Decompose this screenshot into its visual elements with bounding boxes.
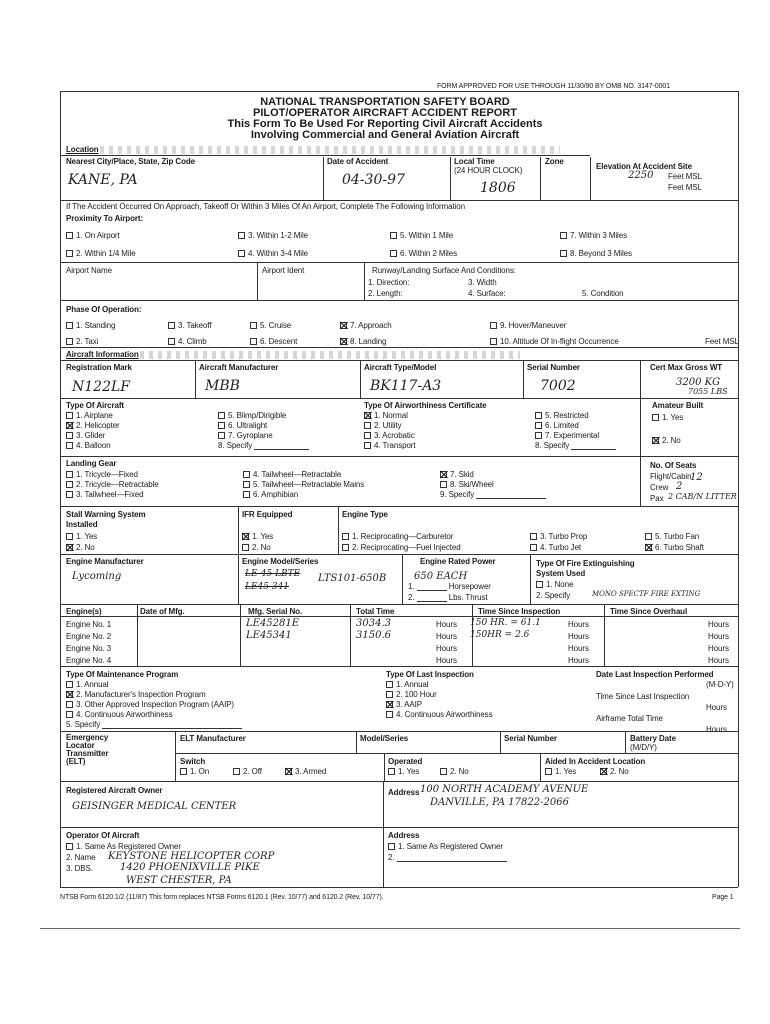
- type-option-6[interactable]: 6. Ultralight: [218, 421, 267, 430]
- airport-ident-label: Airport Ident: [262, 266, 305, 275]
- phase-option-3[interactable]: 3. Takeoff: [168, 321, 211, 330]
- stall-warning-label: Stall Warning System: [66, 510, 146, 519]
- last-inspection-option-1[interactable]: 1. Annual: [386, 680, 428, 689]
- engine-manufacturer-label: Engine Manufacturer: [66, 557, 144, 566]
- cert-gross-weight-label: Cert Max Gross WT: [650, 363, 723, 372]
- operator-dbs-line-1: 1420 PHOENIXVILLE PIKE: [120, 862, 260, 873]
- elt-switch-on[interactable]: 1. On: [180, 767, 209, 776]
- engine-rated-power-label: Engine Rated Power: [420, 557, 496, 566]
- engine-row-4-name: Engine No. 4: [66, 656, 112, 665]
- landing-gear-label: Landing Gear: [66, 459, 117, 468]
- phase-option-4[interactable]: 4. Climb: [168, 337, 207, 346]
- proximity-option-3[interactable]: 3. Within 1-2 Mile: [238, 231, 308, 240]
- last-inspection-label: Type Of Last Inspection: [386, 670, 474, 679]
- type-option-7[interactable]: 7. Gyroplane: [218, 431, 273, 440]
- serial-number-value: 7002: [540, 378, 576, 394]
- proximity-option-4[interactable]: 4. Within 3-4 Mile: [238, 249, 308, 258]
- elt-label-2: Locator: [66, 741, 95, 750]
- aircraft-manufacturer-label: Aircraft Manufacturer: [199, 363, 279, 372]
- engine-row-2-name: Engine No. 2: [66, 632, 112, 641]
- type-option-8[interactable]: 8. Specify: [218, 441, 309, 450]
- engine-row-3-hours-insp: Hours: [568, 644, 589, 653]
- engine-row-1-hours-insp: Hours: [568, 620, 589, 629]
- elevation-unit-2: Feet MSL: [668, 183, 702, 192]
- elevation-label: Elevation At Accident Site: [596, 162, 692, 171]
- footer-form-note: NTSB Form 6120.1/2 (11/87) This form replaces NTSB Forms 6120.1 (Rev. 10/77) and 6120.2 (Rev. 10/77).: [60, 894, 384, 901]
- airworthiness-option-6[interactable]: 6. Limited: [535, 421, 579, 430]
- engines-header-inspection: Time Since Inspection: [478, 607, 561, 616]
- airworthiness-option-7[interactable]: 7. Experimental: [535, 431, 599, 440]
- engine-row-2-hours-insp: Hours: [568, 632, 589, 641]
- nearest-city-value: KANE, PA: [68, 172, 138, 188]
- engine-model-struck-2: LE45 341: [245, 582, 290, 592]
- elevation-value: 2250: [628, 170, 654, 181]
- aircraft-model-label: Aircraft Type/Model: [364, 363, 437, 372]
- stall-installed-label: Installed: [66, 520, 98, 529]
- type-option-1[interactable]: 1. Airplane: [66, 411, 113, 420]
- registration-label: Registration Mark: [66, 363, 132, 372]
- owner-address-line-2: DANVILLE, PA 17822-2066: [430, 797, 569, 808]
- registered-owner-value: GEISINGER MEDICAL CENTER: [72, 801, 237, 812]
- gear-option-9[interactable]: 9. Specify: [440, 490, 546, 499]
- type-of-aircraft-label: Type Of Aircraft: [66, 401, 124, 410]
- engine-row-1-insp: 150 HR. = 61.1: [470, 618, 541, 628]
- engine-row-1-serial: LE45281E: [246, 618, 300, 629]
- amateur-yes-option[interactable]: 1. Yes: [652, 413, 683, 422]
- engine-row-4-hours-total: Hours: [436, 656, 457, 665]
- engine-type-option-2[interactable]: 2. Reciprocating—Fuel Injected: [342, 543, 461, 552]
- fire-system-used-label: System Used: [536, 569, 586, 578]
- engine-row-4-hours-insp: Hours: [568, 656, 589, 665]
- elt-operated-yes[interactable]: 1. Yes: [388, 767, 419, 776]
- cert-gross-weight-value: 3200 KG: [676, 377, 721, 388]
- elt-switch-label: Switch: [180, 757, 206, 766]
- airframe-total-time-label: Airframe Total Time: [596, 714, 663, 723]
- elt-operated-label: Operated: [388, 757, 423, 766]
- stall-no-option[interactable]: 2. No: [66, 543, 95, 552]
- date-of-accident-label: Date of Accident: [327, 157, 389, 166]
- ifr-equipped-label: IFR Equipped: [242, 510, 293, 519]
- proximity-option-6[interactable]: 6. Within 2 Miles: [390, 249, 457, 258]
- gear-option-2[interactable]: 2. Tricycle—Retractable: [66, 480, 159, 489]
- airworthiness-label: Type Of Airworthiness Certificate: [364, 401, 487, 410]
- airworthiness-option-5[interactable]: 5. Restricted: [535, 411, 589, 420]
- maintenance-option-4[interactable]: 4. Continuous Airworthiness: [66, 710, 172, 719]
- operator-address-same[interactable]: 1. Same As Registered Owner: [388, 842, 503, 851]
- gear-option-5[interactable]: 5. Tailwheel—Retractable Mains: [243, 480, 364, 489]
- engines-header-engine: Engine(s): [66, 607, 102, 616]
- airworthiness-option-4[interactable]: 4. Transport: [364, 441, 416, 450]
- amateur-no-option[interactable]: 2. No: [652, 436, 681, 445]
- airworthiness-option-2[interactable]: 2. Utility: [364, 421, 401, 430]
- engines-header-serial: Mfg. Serial No.: [248, 607, 303, 616]
- local-time-sub: (24 HOUR CLOCK): [454, 166, 523, 175]
- elt-switch-off[interactable]: 2. Off: [233, 767, 262, 776]
- elt-battery-mdy: (M/D/Y): [630, 743, 657, 752]
- engine-row-3-hours-ovh: Hours: [708, 644, 729, 653]
- engine-type-option-4[interactable]: 4. Turbo Jet: [530, 543, 581, 552]
- engine-row-1-name: Engine No. 1: [66, 620, 112, 629]
- proximity-option-5[interactable]: 5. Within 1 Mile: [390, 231, 453, 240]
- engine-type-option-6[interactable]: 6. Turbo Shaft: [645, 543, 704, 552]
- amateur-built-label: Amateur Built: [652, 401, 704, 410]
- if-near-airport-note: If The Accident Occurred On Approach, Takeoff Or Within 3 Miles Of An Airport, Complete The Following Information: [66, 202, 465, 211]
- operator-dbs-label: 3. DBS.: [66, 864, 93, 873]
- fire-extinguishing-label: Type Of Fire Extinguishing: [536, 559, 635, 568]
- airworthiness-option-3[interactable]: 3. Acrobatic: [364, 431, 415, 440]
- date-of-accident-value: 04-30-97: [342, 172, 405, 188]
- seats-crew: Crew: [650, 483, 669, 492]
- cert-gross-weight-value-2: 7055 LBS: [688, 387, 728, 396]
- engine-model-struck-1: LE-45 LBTE: [245, 569, 301, 579]
- engine-row-1-hours-total: Hours: [436, 620, 457, 629]
- airworthiness-option-1[interactable]: 1. Normal: [364, 411, 408, 420]
- proximity-option-1[interactable]: 1. On Airport: [66, 231, 120, 240]
- form-title-scope: Involving Commercial and General Aviation Aircraft: [250, 129, 520, 141]
- nearest-city-label: Nearest City/Place, State, Zip Code: [66, 157, 195, 166]
- elevation-unit-1: Feet MSL: [668, 172, 702, 181]
- phase-label: Phase Of Operation:: [66, 305, 142, 314]
- gear-option-6[interactable]: 6. Amphibian: [243, 490, 298, 499]
- elt-aided-no[interactable]: 2. No: [600, 767, 629, 776]
- engine-hp-value: 650 EACH: [414, 571, 468, 582]
- maintenance-option-3[interactable]: 3. Other Approved Inspection Program (AAIP): [66, 700, 234, 709]
- gear-option-3[interactable]: 3. Tailwheel—Fixed: [66, 490, 143, 499]
- last-inspection-option-3[interactable]: 3. AAIP: [386, 700, 422, 709]
- engines-header-total: Total Time: [356, 607, 395, 616]
- engine-row-1-total: 3034.3: [356, 618, 391, 629]
- maintenance-label: Type Of Maintenance Program: [66, 670, 179, 679]
- seats-pax-value: 2 CAB/N LITTER: [668, 492, 737, 501]
- seats-label: No. Of Seats: [650, 461, 697, 470]
- engine-row-2-hours-total: Hours: [436, 632, 457, 641]
- engine-row-3-name: Engine No. 3: [66, 644, 112, 653]
- engine-type-option-1[interactable]: 1. Reciprocating—Carburetor: [342, 532, 453, 541]
- time-since-inspection-hours: Hours: [706, 703, 727, 712]
- phase-option-10[interactable]: 10. Altitude Of In-flight Occurrence: [490, 337, 619, 346]
- engine-row-2-insp: 150HR = 2.6: [470, 630, 530, 640]
- elt-operated-no[interactable]: 2. No: [440, 767, 469, 776]
- fire-specify-option[interactable]: 2. Specify: [536, 591, 571, 600]
- time-since-inspection-label: Time Since Last Inspection: [596, 692, 690, 701]
- local-time-label: Local Time: [454, 157, 495, 166]
- stall-yes-option[interactable]: 1. Yes: [66, 532, 97, 541]
- date-last-inspection-label: Date Last Inspection Performed: [596, 670, 714, 679]
- gear-option-8[interactable]: 8. Ski/Wheel: [440, 480, 494, 489]
- local-time-value: 1806: [480, 180, 516, 196]
- engine-type-label: Engine Type: [342, 510, 388, 519]
- maintenance-option-2[interactable]: 2. Manufacturer's Inspection Program: [66, 690, 206, 699]
- gear-option-4[interactable]: 4. Tailwheel—Retractable: [243, 470, 341, 479]
- phase-option-1[interactable]: 1. Standing: [66, 321, 115, 330]
- seats-crew-value: 2: [676, 481, 683, 492]
- operator-address-2: 2.: [388, 853, 507, 862]
- runway-label: Runway/Landing Surface And Conditions:: [372, 266, 516, 275]
- elt-aided-label: Aided In Accident Location: [545, 757, 646, 766]
- gear-option-1[interactable]: 1. Tricycle—Fixed: [66, 470, 138, 479]
- operator-same-option[interactable]: 1. Same As Registered Owner: [66, 842, 181, 851]
- maintenance-option-1[interactable]: 1. Annual: [66, 680, 108, 689]
- elt-model-label: Model/Series: [360, 734, 409, 743]
- engines-header-overhaul: Time Since Overhaul: [610, 607, 688, 616]
- owner-address-label: Address: [388, 788, 420, 797]
- registration-value: N122LF: [72, 379, 130, 395]
- phase-option-8[interactable]: 8. Landing: [340, 337, 386, 346]
- maintenance-option-5[interactable]: 5. Specify: [66, 720, 242, 729]
- engine-model-value: LTS101-650B: [318, 573, 387, 584]
- aircraft-manufacturer-value: MBB: [205, 378, 240, 394]
- runway-length-label: 2. Length:: [368, 289, 403, 298]
- type-option-4[interactable]: 4. Balloon: [66, 441, 111, 450]
- fire-none-option[interactable]: 1. None: [536, 580, 573, 589]
- engine-type-option-3[interactable]: 3. Turbo Prop: [530, 532, 587, 541]
- engine-hp-label: 1. Horsepower: [408, 582, 491, 591]
- engine-row-1-hours-ovh: Hours: [708, 620, 729, 629]
- form-title-report: PILOT/OPERATOR AIRCRAFT ACCIDENT REPORT: [253, 107, 517, 119]
- elt-label-4: (ELT): [66, 757, 86, 766]
- phase-option-2[interactable]: 2. Taxi: [66, 337, 98, 346]
- engine-row-2-hours-ovh: Hours: [708, 632, 729, 641]
- engine-lbs-label: 2. Lbs. Thrust: [408, 593, 488, 602]
- gear-option-7[interactable]: 7. Skid: [440, 470, 474, 479]
- footer-page-number: Page 1: [712, 894, 734, 901]
- engines-header-date: Date of Mfg.: [140, 607, 185, 616]
- phase-option-5[interactable]: 5. Cruise: [250, 321, 291, 330]
- engine-row-2-serial: LE45341: [246, 630, 292, 641]
- owner-address-line-1: 100 NORTH ACADEMY AVENUE: [420, 784, 589, 795]
- elt-switch-armed[interactable]: 3. Armed: [285, 767, 326, 776]
- form-title-agency: NATIONAL TRANSPORTATION SAFETY BOARD: [260, 96, 510, 108]
- proximity-option-7[interactable]: 7. Within 3 Miles: [560, 231, 627, 240]
- airworthiness-option-8[interactable]: 8. Specify: [535, 441, 616, 450]
- runway-surface-label: 4. Surface:: [468, 289, 506, 298]
- engine-model-label: Engine Model/Series: [242, 557, 319, 566]
- operator-name-label: 2. Name: [66, 853, 96, 862]
- registered-owner-label: Registered Aircraft Owner: [66, 786, 163, 795]
- ifr-yes-option[interactable]: 1. Yes: [242, 532, 273, 541]
- elt-serial-label: Serial Number: [504, 734, 557, 743]
- phase-option-6[interactable]: 6. Descent: [250, 337, 297, 346]
- date-last-inspection-mdy: (M-D-Y): [706, 680, 734, 689]
- proximity-option-8[interactable]: 8. Beyond 3 Miles: [560, 249, 632, 258]
- runway-condition-label: 5. Condition: [582, 289, 624, 298]
- engine-row-3-hours-total: Hours: [436, 644, 457, 653]
- operator-name-value: KEYSTONE HELICOPTER CORP: [108, 851, 275, 862]
- elt-label-1: Emergency: [66, 733, 109, 742]
- ifr-no-option[interactable]: 2. No: [242, 543, 271, 552]
- seats-flight-cabin: Flight/Cabin: [650, 472, 692, 481]
- zone-label: Zone: [545, 157, 564, 166]
- phase-option-7[interactable]: 7. Approach: [340, 321, 392, 330]
- engine-row-4-hours-ovh: Hours: [708, 656, 729, 665]
- type-option-3[interactable]: 3. Glider: [66, 431, 105, 440]
- engine-row-2-total: 3150.6: [356, 630, 391, 641]
- proximity-label: Proximity To Airport:: [66, 214, 144, 223]
- elt-aided-yes[interactable]: 1. Yes: [545, 767, 576, 776]
- operator-dbs-line-2: WEST CHESTER, PA: [126, 875, 232, 886]
- engine-type-option-5[interactable]: 5. Turbo Fan: [645, 532, 699, 541]
- form-approved-note: FORM APPROVED FOR USE THROUGH 11/30/90 BY OMB NO. 3147-0001: [437, 83, 670, 90]
- proximity-option-2[interactable]: 2. Within 1/4 Mile: [66, 249, 136, 258]
- operator-label: Operator Of Aircraft: [66, 831, 140, 840]
- runway-direction-label: 1. Direction:: [368, 278, 410, 287]
- airframe-total-time-hours: Hours: [706, 725, 727, 734]
- elt-battery-label: Battery Date: [630, 734, 676, 743]
- type-option-2[interactable]: 2. Helicopter: [66, 421, 120, 430]
- serial-number-label: Serial Number: [527, 363, 580, 372]
- runway-width-label: 3. Width: [468, 278, 497, 287]
- phase-option-9[interactable]: 9. Hover/Maneuver: [490, 321, 566, 330]
- last-inspection-option-2[interactable]: 2. 100 Hour: [386, 690, 437, 699]
- airport-name-label: Airport Name: [66, 266, 112, 275]
- aircraft-section-label: Aircraft Information: [66, 350, 139, 359]
- seats-flight-value: 12: [690, 472, 703, 483]
- last-inspection-option-4[interactable]: 4. Continuous Airworthiness: [386, 710, 492, 719]
- location-section-label: Location: [66, 145, 99, 154]
- engine-manufacturer-value: Lycoming: [72, 571, 122, 582]
- phase-feet-msl: Feet MSL: [705, 337, 739, 346]
- operator-address-label: Address: [388, 831, 420, 840]
- aircraft-model-value: BK117-A3: [370, 378, 442, 394]
- seats-pax: Pax: [650, 494, 664, 503]
- form-title-purpose: This Form To Be Used For Reporting Civil Aircraft Accidents: [227, 118, 543, 130]
- elt-label-3: Transmitter: [66, 749, 109, 758]
- elt-manufacturer-label: ELT Manufacturer: [180, 734, 246, 743]
- fire-specify-value: MONO SPECTF FIRE EXTING: [592, 590, 701, 598]
- type-option-5[interactable]: 5. Blimp/Dirigible: [218, 411, 286, 420]
